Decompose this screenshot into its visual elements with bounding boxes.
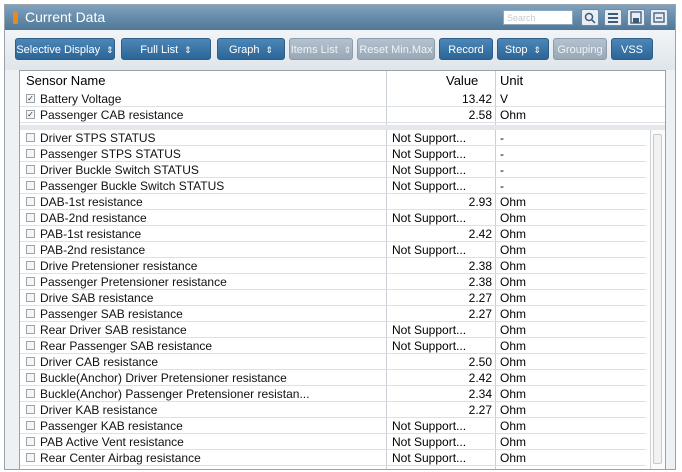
items-list-button[interactable]: Items List ⇕ bbox=[289, 38, 353, 60]
table-row[interactable] bbox=[20, 306, 646, 322]
row-checkbox[interactable] bbox=[26, 133, 35, 142]
table-row[interactable] bbox=[20, 107, 665, 123]
sensor-value: 2.58 bbox=[468, 108, 492, 122]
sensor-unit: Ohm bbox=[500, 371, 527, 385]
sensor-unit: V bbox=[500, 92, 509, 106]
vertical-scrollbar[interactable] bbox=[650, 130, 665, 470]
table-row[interactable] bbox=[20, 402, 646, 418]
sensor-value: 2.42 bbox=[468, 371, 492, 385]
row-checkbox[interactable] bbox=[26, 245, 35, 254]
sensor-unit: - bbox=[500, 131, 504, 145]
sensor-unit: Ohm bbox=[500, 403, 527, 417]
table-row[interactable] bbox=[20, 242, 646, 258]
table-row[interactable] bbox=[20, 258, 646, 274]
sensor-value: 2.38 bbox=[468, 275, 492, 289]
table-row[interactable] bbox=[20, 386, 646, 402]
table-row[interactable] bbox=[20, 178, 646, 194]
row-checkbox[interactable] bbox=[26, 293, 35, 302]
table-row[interactable] bbox=[20, 338, 646, 354]
sensor-unit: Ohm bbox=[500, 307, 527, 321]
sensor-value: Not Support... bbox=[392, 243, 467, 257]
table-row[interactable] bbox=[20, 450, 646, 466]
sensor-value: Not Support... bbox=[392, 419, 467, 433]
sensor-value: 13.42 bbox=[461, 92, 492, 106]
sensor-name: Battery Voltage bbox=[40, 92, 122, 106]
sensor-value: Not Support... bbox=[392, 451, 467, 465]
row-checkbox[interactable] bbox=[26, 197, 35, 206]
selective-display-button[interactable]: Selective Display ⇕ bbox=[15, 38, 115, 60]
sensor-unit: Ohm bbox=[500, 211, 527, 225]
sensor-unit: Ohm bbox=[500, 419, 527, 433]
dropdown-arrow-icon: ⇕ bbox=[343, 45, 352, 55]
sensor-value: 2.27 bbox=[468, 307, 492, 321]
dropdown-arrow-icon: ⇕ bbox=[533, 45, 542, 55]
row-checkbox[interactable] bbox=[26, 309, 35, 318]
table-row[interactable] bbox=[20, 130, 646, 146]
row-checkbox[interactable] bbox=[26, 229, 35, 238]
sensor-value: 2.27 bbox=[468, 403, 492, 417]
current-data-window bbox=[4, 4, 676, 470]
row-checkbox[interactable] bbox=[26, 213, 35, 222]
sensor-name: Passenger SAB resistance bbox=[40, 307, 183, 321]
sensor-unit: - bbox=[500, 179, 504, 193]
sensor-value: 2.27 bbox=[468, 291, 492, 305]
sensor-name: PAB-2nd resistance bbox=[40, 243, 146, 257]
sensor-name: Passenger STPS STATUS bbox=[40, 147, 181, 161]
row-checkbox[interactable] bbox=[26, 421, 35, 430]
graph-button[interactable]: Graph ⇕ bbox=[217, 38, 285, 60]
dropdown-arrow-icon: ⇕ bbox=[184, 45, 192, 55]
list-icon[interactable] bbox=[604, 9, 622, 26]
sensor-value: 2.42 bbox=[468, 227, 492, 241]
sensor-unit: Ohm bbox=[500, 323, 527, 337]
sensor-unit: Ohm bbox=[500, 355, 527, 369]
table-row[interactable] bbox=[20, 418, 646, 434]
row-checkbox[interactable] bbox=[26, 453, 35, 462]
sensor-unit: Ohm bbox=[500, 243, 527, 257]
search-input[interactable]: Search bbox=[503, 10, 573, 25]
sensor-name: Rear Center Airbag resistance bbox=[40, 451, 201, 465]
row-checkbox[interactable] bbox=[26, 373, 35, 382]
sensor-name: Passenger CAB resistance bbox=[40, 108, 184, 122]
row-checkbox[interactable] bbox=[26, 165, 35, 174]
table-row[interactable] bbox=[20, 322, 646, 338]
header-unit[interactable]: Unit bbox=[500, 73, 524, 88]
sensor-value: Not Support... bbox=[392, 163, 467, 177]
row-checkbox[interactable] bbox=[26, 405, 35, 414]
sensor-unit: Ohm bbox=[500, 435, 527, 449]
sensor-value: 2.34 bbox=[468, 387, 492, 401]
sensor-name: Passenger Buckle Switch STATUS bbox=[40, 179, 225, 193]
row-checkbox[interactable] bbox=[26, 389, 35, 398]
sensor-value: Not Support... bbox=[392, 147, 467, 161]
sensor-name: Driver KAB resistance bbox=[40, 403, 158, 417]
save-icon[interactable] bbox=[627, 9, 645, 26]
sensor-name: Buckle(Anchor) Passenger Pretensioner resistan... bbox=[40, 387, 310, 401]
row-checkbox[interactable] bbox=[26, 149, 35, 158]
sensor-name: DAB-2nd resistance bbox=[40, 211, 147, 225]
row-checkbox[interactable]: ✓ bbox=[27, 94, 34, 103]
sensor-value: Not Support... bbox=[392, 179, 467, 193]
sensor-name: Driver CAB resistance bbox=[40, 355, 159, 369]
sensor-value: 2.93 bbox=[468, 195, 492, 209]
sensor-value: 2.50 bbox=[468, 355, 492, 369]
sensor-unit: - bbox=[500, 147, 504, 161]
table-row[interactable] bbox=[20, 194, 646, 210]
table-row[interactable] bbox=[20, 370, 646, 386]
sensor-name: Rear Passenger SAB resistance bbox=[40, 339, 213, 353]
title-bar bbox=[5, 5, 675, 30]
sensor-value: 2.38 bbox=[468, 259, 492, 273]
sensor-name: Passenger KAB resistance bbox=[40, 419, 183, 433]
sensor-unit: Ohm bbox=[500, 451, 527, 465]
table-row[interactable] bbox=[20, 274, 646, 290]
sensor-value: Not Support... bbox=[392, 435, 467, 449]
sensor-name: PAB-1st resistance bbox=[40, 227, 142, 241]
table-row[interactable] bbox=[20, 290, 646, 306]
sensor-value: Not Support... bbox=[392, 323, 467, 337]
table-row[interactable] bbox=[20, 226, 646, 242]
sensor-name: Buckle(Anchor) Driver Pretensioner resistance bbox=[40, 371, 287, 385]
data-table bbox=[19, 70, 666, 470]
sensor-unit: Ohm bbox=[500, 108, 527, 122]
table-row[interactable] bbox=[20, 146, 646, 162]
row-checkbox[interactable] bbox=[26, 357, 35, 366]
sensor-unit: Ohm bbox=[500, 275, 527, 289]
sensor-value: Not Support... bbox=[392, 211, 467, 225]
row-checkbox[interactable] bbox=[26, 277, 35, 286]
table-header bbox=[20, 71, 665, 90]
row-checkbox[interactable] bbox=[26, 261, 35, 270]
sensor-name: Drive Pretensioner resistance bbox=[40, 259, 198, 273]
row-checkbox[interactable] bbox=[26, 325, 35, 334]
vss-button[interactable]: VSS bbox=[611, 38, 653, 60]
stop-button[interactable]: Stop ⇕ bbox=[497, 38, 549, 60]
sensor-unit: Ohm bbox=[500, 387, 527, 401]
row-checkbox[interactable] bbox=[26, 437, 35, 446]
search-icon[interactable] bbox=[581, 9, 599, 26]
sensor-name: Driver STPS STATUS bbox=[40, 131, 156, 145]
sensor-unit: Ohm bbox=[500, 195, 527, 209]
sensor-name: Drive SAB resistance bbox=[40, 291, 154, 305]
sensor-value: Not Support... bbox=[392, 339, 467, 353]
sensor-unit: - bbox=[500, 163, 504, 177]
sensor-name: DAB-1st resistance bbox=[40, 195, 143, 209]
sensor-value: Not Support... bbox=[392, 131, 467, 145]
table-row[interactable] bbox=[20, 210, 646, 226]
table-row[interactable] bbox=[20, 354, 646, 370]
sensor-name: Rear Driver SAB resistance bbox=[40, 323, 187, 337]
header-sensor-name[interactable]: Sensor Name bbox=[26, 73, 106, 88]
table-row[interactable] bbox=[20, 162, 646, 178]
dropdown-arrow-icon: ⇕ bbox=[106, 45, 114, 55]
full-list-button[interactable]: Full List ⇕ bbox=[121, 38, 211, 60]
sensor-unit: Ohm bbox=[500, 227, 527, 241]
record-button[interactable]: Record bbox=[439, 38, 493, 60]
sensor-unit: Ohm bbox=[500, 291, 527, 305]
window-marker-icon bbox=[13, 11, 18, 24]
header-value[interactable]: Value bbox=[446, 73, 479, 88]
sensor-unit: Ohm bbox=[500, 259, 527, 273]
sensor-name: Driver Buckle Switch STATUS bbox=[40, 163, 199, 177]
row-checkbox[interactable]: ✓ bbox=[27, 110, 34, 119]
window-title: Current Data bbox=[25, 9, 106, 25]
toolbar bbox=[5, 30, 675, 70]
reset-min-max-button[interactable]: Reset Min.Max bbox=[357, 38, 435, 60]
sensor-name: PAB Active Vent resistance bbox=[40, 435, 184, 449]
row-checkbox[interactable] bbox=[26, 341, 35, 350]
scrollbar-thumb[interactable] bbox=[653, 134, 662, 464]
grouping-button[interactable]: Grouping bbox=[553, 38, 607, 60]
row-checkbox[interactable] bbox=[26, 181, 35, 190]
sensor-name: Passenger Pretensioner resistance bbox=[40, 275, 227, 289]
sensor-unit: Ohm bbox=[500, 339, 527, 353]
minimize-icon[interactable] bbox=[650, 9, 668, 26]
table-row[interactable] bbox=[20, 91, 665, 107]
dropdown-arrow-icon: ⇕ bbox=[265, 45, 274, 55]
table-row[interactable] bbox=[20, 434, 646, 450]
